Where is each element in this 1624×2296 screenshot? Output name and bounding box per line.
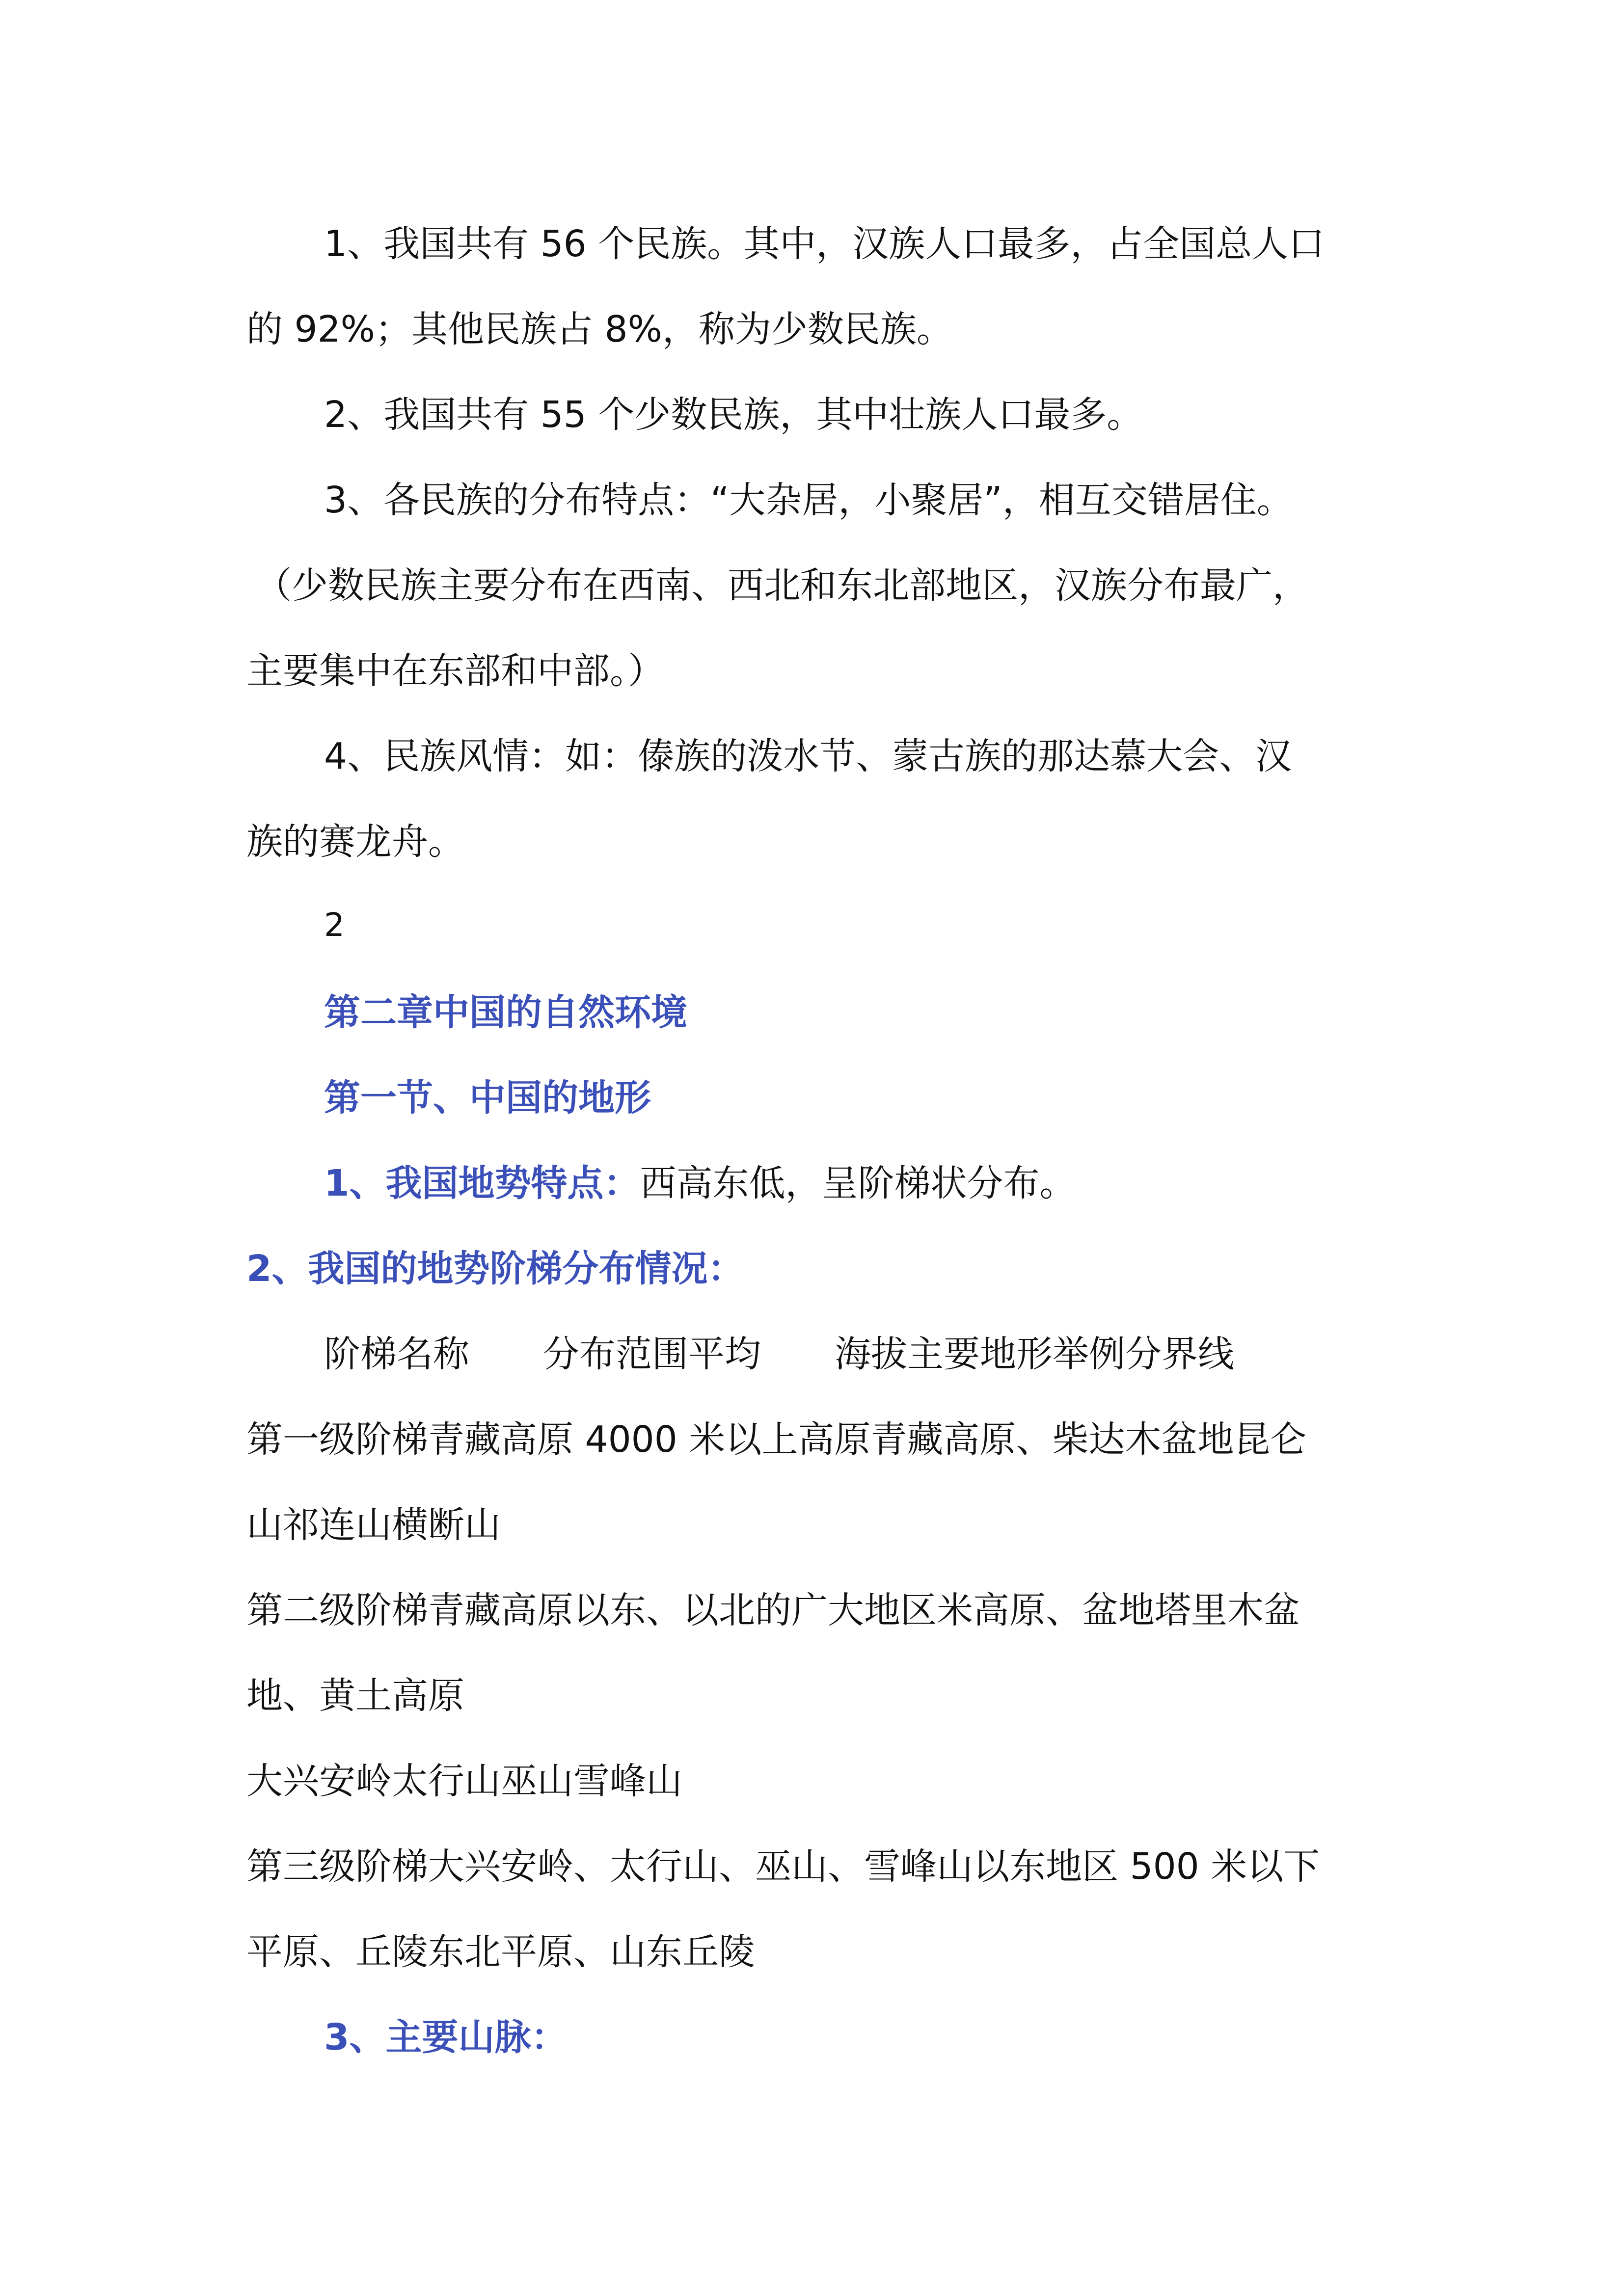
paragraph-2: 2、我国共有 55 个少数民族，其中壮族人口最多。: [324, 394, 1143, 436]
point-1: [324, 1161, 1468, 1205]
paragraph-1-line-1: 1、我国共有 56 个民族。其中，汉族人口最多，占全国总人口: [324, 223, 1325, 265]
table-header-col1: 阶梯名称: [324, 1333, 469, 1375]
paragraph-3: 3、各民族的分布特点：“大杂居，小聚居”，相互交错居住。: [324, 479, 1293, 521]
table-row-3-line-2: 平原、丘陵东北平原、山东丘陵: [246, 1931, 755, 1973]
paragraph-3-note-line-1: （少数民族主要分布在西南、西北和东北部地区，汉族分布最广，: [255, 564, 1309, 607]
point-2-label: 2、我国的地势阶梯分布情况：: [246, 1248, 744, 1290]
table-row-2-line-1: 第二级阶梯青藏高原以东、以北的广大地区米高原、盆地塔里木盆: [246, 1589, 1300, 1631]
table-row-2-line-3: 大兴安岭太行山巫山雪峰山: [246, 1760, 682, 1802]
paragraph-4-line-2: 族的赛龙舟。: [246, 821, 464, 863]
table-row-3-line-1: 第三级阶梯大兴安岭、太行山、巫山、雪峰山以东地区 500 米以下: [246, 1845, 1320, 1888]
page-number: 2: [324, 906, 345, 944]
table-header-row: [324, 1332, 1468, 1376]
table-header-col2: 分布范围平均: [543, 1333, 761, 1375]
section-title: 第一节、中国的地形: [324, 1077, 651, 1119]
point-1-text: 西高东低，呈阶梯状分布。: [640, 1162, 1076, 1204]
table-row-1-line-2: 山祁连山横断山: [246, 1504, 501, 1546]
paragraph-1-line-2: 的 92%；其他民族占 8%，称为少数民族。: [246, 308, 953, 350]
point-1-label: 1、我国地势特点：: [324, 1162, 640, 1204]
chapter-title: 第二章中国的自然环境: [324, 991, 687, 1034]
paragraph-4-line-1: 4、民族风情：如：傣族的泼水节、蒙古族的那达慕大会、汉: [324, 735, 1292, 777]
table-row-1-line-1: 第一级阶梯青藏高原 4000 米以上高原青藏高原、柴达木盆地昆仑: [246, 1418, 1307, 1461]
point-3-label: 3、主要山脉：: [324, 2016, 568, 2058]
table-header-col3: 海拔主要地形举例分界线: [835, 1333, 1234, 1375]
table-row-2-line-2: 地、黄土高原: [246, 1675, 464, 1717]
paragraph-3-note-line-2: 主要集中在东部和中部。）: [246, 650, 664, 692]
